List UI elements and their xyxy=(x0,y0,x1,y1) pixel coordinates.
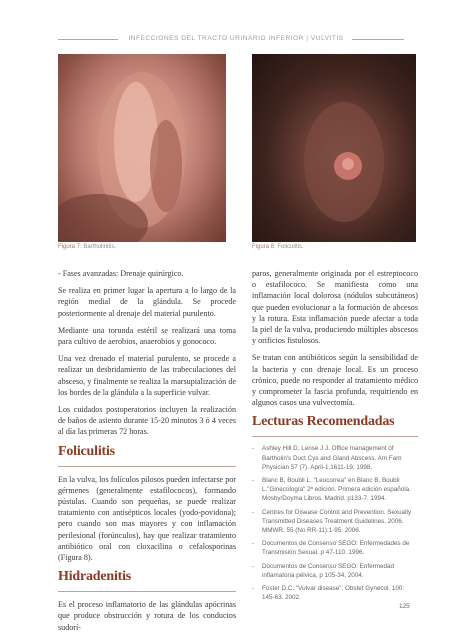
header-rule-left xyxy=(58,39,118,40)
reference-list xyxy=(252,444,418,602)
figure-7-photo xyxy=(58,54,226,242)
page-number: 125 xyxy=(399,603,410,610)
left-column xyxy=(58,268,236,639)
paragraph: paros, generalmente originada por el estreptococo o estafilococo. Se manifiesta como una inflamación local dolorosa (nódulos subcutáneos) que pueden evolucionar a la formación de abcesos y la rotura. Esta inflamación puede afectar a toda la piel de la vulva, produciendo múltiples abscesos y orificios fistulosos. xyxy=(252,269,418,346)
section-heading-foliculitis: Foliculitis xyxy=(58,443,115,459)
paragraph: Se tratan con antibióticos según la sensibilidad de la bacteria y con drenaje local. Es un proceso crónico, puede no responder al tratamiento médico y comprometer la fascia profunda, requiriendo en algunos casos una vulvectomía. xyxy=(252,353,418,408)
heading-rule xyxy=(58,591,236,592)
section-heading-lecturas: Lecturas Recomendadas xyxy=(252,414,395,430)
section-heading-hidradenitis: Hidradenitis xyxy=(58,569,132,585)
running-header-title: INFECCIONES DEL TRACTO URINARIO INFERIOR | VULVITIS xyxy=(128,35,344,42)
paragraph: Una vez drenado el material purulento, se procede a realizar un desbridamiento de las trabeculaciones del absceso, y finalmente se realiza la marsupialización de los bordes de la glándula a la superficie vulvar. xyxy=(58,354,236,397)
heading-rule xyxy=(252,436,418,437)
reference-item: - Documentos de Consenso SEGO: Enfermedades de Transmisión Sexual. p 47-110. 1996. xyxy=(252,540,410,557)
paragraph: Mediante una torunda estéril se realizará una toma para cultivo de aerobios, anaerobios y gonococo. xyxy=(58,325,236,347)
running-header xyxy=(0,33,453,45)
figure-8-illustration xyxy=(252,54,416,242)
figure-7-caption xyxy=(58,244,116,250)
paragraph: Se realiza en primer lugar la apertura a lo largo de la región medial de la glándula. Se procede posteriormente al drenaje del material purulento. xyxy=(58,286,236,318)
paragraph: - Fases avanzadas: Drenaje quirúrgico. xyxy=(58,269,184,278)
paragraph: En la vulva, los folículos pilosos pueden infectarse por gérmenes (generalmente estafilococos), formando pústulas. Cuando son pequeñas, se puede realizar tratamiento con antisépticos locales (yodo-povidona); pero cuando son mas mayores y con inflamación perilesional (forúnculos), hay que realizar tratamiento antibiótico oral con cloxacilina o cefalosporinas (Figura 8). xyxy=(58,474,236,563)
reference-item: - Documentos de Consenso SEGO: Enfermedad inflamatoria pélvica, p 105-34, 2004. xyxy=(252,562,394,579)
figure-7-caption-text: Bartholinitis. xyxy=(83,244,117,250)
figure-8-label: Figura 8: xyxy=(252,244,276,250)
reference-item: - Ashley Hill D, Lense J J. Office management of Bartholin's Duct Cys and Gland Abscess. Am Fam Physician 57 (7). April-1.1611-19. 1998. xyxy=(252,445,402,471)
paragraph: Es el proceso inflamatorio de las glándulas apócrinas que produce obstrucción y rotura de los conductos sudorí- xyxy=(58,600,236,632)
figure-8-caption-text: Foliculitis. xyxy=(277,244,304,250)
reference-item: - Foster D.C. "Vulvar disease". Obstet Gynecol. 100: 145-63. 2002. xyxy=(252,585,405,602)
right-column xyxy=(252,268,418,606)
header-rule-right xyxy=(352,39,404,40)
figure-7-illustration xyxy=(58,54,226,242)
paragraph: Los cuidados postoperatorios incluyen la realización de baños de asiento durante 15-20 minutos 3 ó 4 veces al día las primeras 72 horas. xyxy=(58,405,236,437)
figure-7-label: Figura 7: xyxy=(58,244,82,250)
heading-rule xyxy=(58,466,236,467)
figure-8-photo xyxy=(252,54,416,242)
figure-8-caption xyxy=(252,244,304,250)
reference-item: - Blanc B, Boubli L. "Leucorrea" en Blanc B, Boubli L."Ginecología" 2ª edición. Primera edición española. Mosby/Doyma Libros. Madrid. p133-7. 1994. xyxy=(252,477,411,503)
reference-item: - Centres for Disease Control and Prevention. Sexually Transmitted Diseases Treatment Guidelines, 2006. MMWR. 55 (No RR-11):1-95. 2006. xyxy=(252,508,412,535)
